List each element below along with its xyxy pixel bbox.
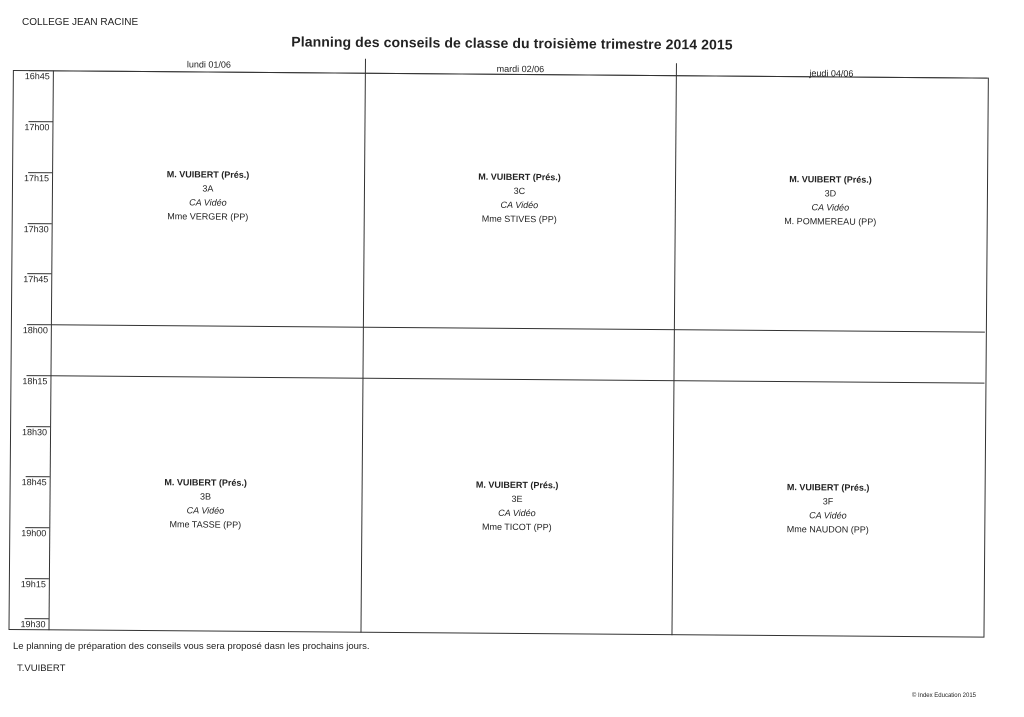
page-title: Planning des conseils de classe du troisième trimestre 2014 2015 [291, 33, 733, 53]
time-label: 17h15 [23, 173, 50, 184]
day-header-lundi: lundi 01/06 [186, 59, 231, 70]
time-label: 17h30 [23, 224, 49, 235]
time-label: 16h45 [24, 71, 50, 82]
grid-frame [8, 70, 988, 638]
time-label: 19h00 [21, 528, 47, 539]
time-label: 18h30 [21, 427, 48, 438]
time-label: 18h15 [22, 376, 48, 387]
council-cell-mardi-3e [361, 477, 672, 535]
class-name: 3F [822, 496, 834, 507]
council-cell-lundi-3a [52, 166, 364, 224]
main-teacher: Mme TICOT (PP) [481, 521, 552, 533]
footer-note: Le planning de préparation des conseils vous sera proposé dasn les prochains jours. [13, 641, 370, 652]
day-header-jeudi: jeudi 04/06 [809, 68, 854, 79]
main-teacher: Mme TASSE (PP) [169, 519, 242, 530]
president-name: M. VUIBERT (Prés.) [786, 482, 870, 493]
council-cell-jeudi-3d [675, 171, 986, 229]
council-label: CA Vidéo [809, 510, 847, 521]
council-cell-mardi-3c [364, 169, 675, 227]
time-label: 17h45 [23, 274, 49, 285]
class-name: 3D [824, 188, 837, 199]
day-header-mardi: mardi 02/06 [496, 63, 545, 75]
president-name: M. VUIBERT (Prés.) [166, 169, 250, 180]
class-name: 3C [513, 185, 526, 197]
council-label: CA Vidéo [186, 505, 225, 516]
president-name: M. VUIBERT (Prés.) [475, 479, 559, 491]
schedule-grid [8, 56, 989, 656]
council-label: CA Vidéo [811, 202, 850, 213]
council-cell-jeudi-3f [672, 479, 983, 537]
class-name: 3A [202, 183, 214, 194]
council-label: CA Vidéo [189, 197, 227, 208]
council-label: CA Vidéo [498, 507, 536, 519]
president-name: M. VUIBERT (Prés.) [789, 174, 872, 185]
main-teacher: Mme NAUDON (PP) [786, 524, 869, 535]
copyright: © Index Education 2015 [911, 693, 976, 699]
time-label: 18h45 [21, 477, 47, 488]
main-teacher: Mme STIVES (PP) [481, 213, 557, 225]
time-label: 19h30 [20, 619, 46, 630]
school-name: COLLEGE JEAN RACINE [22, 17, 139, 28]
time-label: 17h00 [24, 122, 50, 133]
president-name: M. VUIBERT (Prés.) [478, 171, 561, 183]
main-teacher: M. POMMEREAU (PP) [784, 216, 877, 227]
signature: T.VUIBERT [17, 663, 66, 674]
class-name: 3E [511, 493, 523, 505]
time-label: 18h00 [22, 325, 48, 336]
president-name: M. VUIBERT (Prés.) [164, 477, 247, 488]
time-label: 19h15 [20, 579, 46, 590]
council-label: CA Vidéo [500, 199, 539, 211]
class-name: 3B [199, 491, 212, 502]
time-column [8, 70, 53, 630]
council-cell-lundi-3b [49, 474, 361, 532]
main-teacher: Mme VERGER (PP) [167, 211, 249, 222]
